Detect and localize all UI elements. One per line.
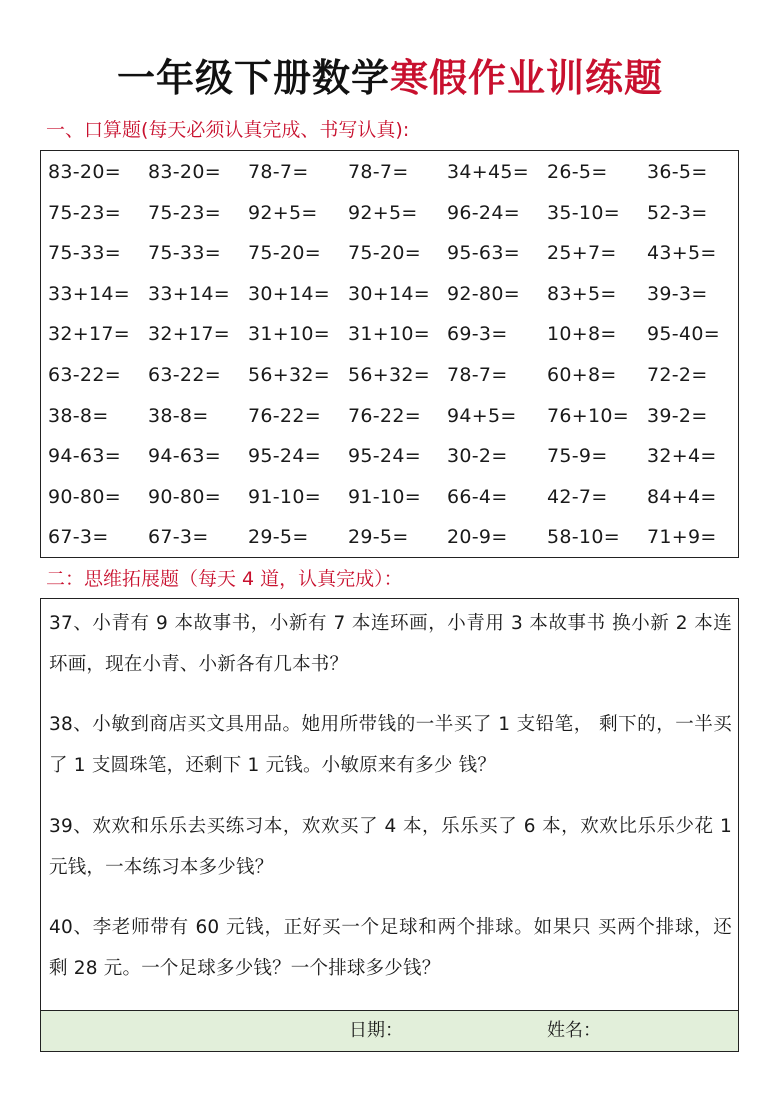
word-problems-box bbox=[40, 598, 739, 1052]
calc-row bbox=[41, 274, 738, 314]
calc-item: 42-7= bbox=[547, 485, 608, 508]
calc-item: 31+10= bbox=[248, 323, 330, 346]
calc-item: 75-33= bbox=[48, 242, 121, 265]
calc-item: 94-63= bbox=[48, 445, 121, 468]
calc-item: 67-3= bbox=[148, 526, 209, 549]
calc-item: 32+17= bbox=[148, 323, 230, 346]
calc-row bbox=[41, 436, 738, 476]
calc-item: 76-22= bbox=[248, 404, 321, 427]
calc-item: 75-23= bbox=[48, 201, 121, 224]
calc-item: 52-3= bbox=[647, 201, 708, 224]
calc-item: 25+7= bbox=[547, 242, 617, 265]
calc-row bbox=[41, 193, 738, 233]
calc-item: 56+32= bbox=[348, 364, 430, 386]
date-label: 日期： bbox=[349, 1020, 403, 1041]
calc-item: 30+14= bbox=[248, 282, 330, 305]
calc-item: 31+10= bbox=[348, 323, 430, 346]
calc-item: 94+5= bbox=[447, 404, 517, 427]
calc-item: 95-40= bbox=[647, 323, 720, 346]
calc-item: 63-22= bbox=[148, 364, 221, 386]
calc-item: 58-10= bbox=[547, 526, 620, 549]
calc-item: 90-80= bbox=[148, 485, 221, 508]
calc-item: 76+10= bbox=[547, 404, 629, 427]
calc-item: 95-24= bbox=[348, 445, 421, 468]
calc-item: 29-5= bbox=[348, 526, 409, 549]
calc-item: 95-63= bbox=[447, 242, 520, 265]
calc-row bbox=[41, 477, 738, 517]
calc-item: 29-5= bbox=[248, 526, 309, 549]
calc-item: 69-3= bbox=[447, 323, 508, 346]
calc-item: 39-2= bbox=[647, 404, 708, 427]
mental-math-table bbox=[40, 150, 739, 558]
name-label: 姓名： bbox=[547, 1020, 601, 1041]
calc-item: 38-8= bbox=[48, 404, 109, 427]
calc-item: 56+32= bbox=[248, 364, 330, 386]
calc-item: 94-63= bbox=[148, 445, 221, 468]
calc-item: 75-33= bbox=[148, 242, 221, 265]
section-1-heading: 一、口算题(每天必须认真完成、书写认真): bbox=[46, 119, 410, 141]
calc-item: 34+45= bbox=[447, 161, 529, 183]
calc-item: 43+5= bbox=[647, 242, 717, 265]
problem-39: 39、欢欢和乐乐去买练习本，欢欢买了 4 本，乐乐买了 6 本，欢欢比乐乐少花 1 元钱，一本练习本多少钱？ bbox=[49, 816, 732, 878]
calc-item: 76-22= bbox=[348, 404, 421, 427]
calc-item: 92+5= bbox=[248, 201, 318, 224]
calc-item: 33+14= bbox=[48, 282, 130, 305]
problem-38: 38、小敏到商店买文具用品。她用所带钱的一半买了 1 支铅笔， 剩下的，一半买了 1 支圆珠笔，还剩下 1 元钱。小敏原来有多少 钱？ bbox=[49, 714, 732, 776]
title-part-2: 寒假作业训练题 bbox=[390, 56, 664, 100]
calc-item: 72-2= bbox=[647, 364, 708, 386]
calc-item: 96-24= bbox=[447, 201, 520, 224]
footer-bar bbox=[41, 1010, 738, 1051]
calc-item: 78-7= bbox=[248, 161, 309, 183]
calc-item: 75-9= bbox=[547, 445, 608, 468]
calc-item: 84+4= bbox=[647, 485, 717, 508]
problem-37: 37、小青有 9 本故事书，小新有 7 本连环画，小青用 3 本故事书 换小新 2 本连环画，现在小青、小新各有几本书？ bbox=[49, 613, 732, 675]
calc-item: 75-23= bbox=[148, 201, 221, 224]
calc-item: 39-3= bbox=[647, 282, 708, 305]
calc-item: 30-2= bbox=[447, 445, 508, 468]
calc-item: 33+14= bbox=[148, 282, 230, 305]
calc-item: 78-7= bbox=[447, 364, 508, 386]
calc-item: 63-22= bbox=[48, 364, 121, 386]
calc-item: 83-20= bbox=[148, 161, 221, 183]
calc-item: 91-10= bbox=[248, 485, 321, 508]
calc-item: 38-8= bbox=[148, 404, 209, 427]
calc-item: 90-80= bbox=[48, 485, 121, 508]
calc-item: 20-9= bbox=[447, 526, 508, 549]
problem-40: 40、李老师带有 60 元钱，正好买一个足球和两个排球。如果只 买两个排球，还剩 28 元。一个足球多少钱？一个排球多少钱？ bbox=[49, 917, 732, 979]
calc-item: 66-4= bbox=[447, 485, 508, 508]
calc-item: 30+14= bbox=[348, 282, 430, 305]
calc-item: 60+8= bbox=[547, 364, 617, 386]
calc-item: 32+4= bbox=[647, 445, 717, 468]
calc-item: 95-24= bbox=[248, 445, 321, 468]
calc-item: 92-80= bbox=[447, 282, 520, 305]
calc-row bbox=[41, 355, 738, 395]
calc-item: 35-10= bbox=[547, 201, 620, 224]
calc-row bbox=[41, 233, 738, 273]
calc-item: 26-5= bbox=[547, 161, 608, 183]
calc-item: 10+8= bbox=[547, 323, 617, 346]
calc-item: 83-20= bbox=[48, 161, 121, 183]
calc-row bbox=[41, 517, 738, 557]
section-2-heading: 二：思维拓展题（每天 4 道，认真完成）： bbox=[46, 568, 403, 590]
calc-item: 67-3= bbox=[48, 526, 109, 549]
calc-row bbox=[41, 396, 738, 436]
title-part-1: 一年级下册数学 bbox=[116, 56, 390, 100]
calc-item: 75-20= bbox=[348, 242, 421, 265]
calc-item: 32+17= bbox=[48, 323, 130, 346]
calc-item: 71+9= bbox=[647, 526, 717, 549]
calc-item: 83+5= bbox=[547, 282, 617, 305]
calc-row bbox=[41, 314, 738, 354]
calc-item: 75-20= bbox=[248, 242, 321, 265]
calc-item: 78-7= bbox=[348, 161, 409, 183]
calc-item: 36-5= bbox=[647, 161, 708, 183]
calc-row bbox=[41, 152, 738, 192]
page-title bbox=[0, 50, 780, 106]
calc-item: 92+5= bbox=[348, 201, 418, 224]
calc-item: 91-10= bbox=[348, 485, 421, 508]
